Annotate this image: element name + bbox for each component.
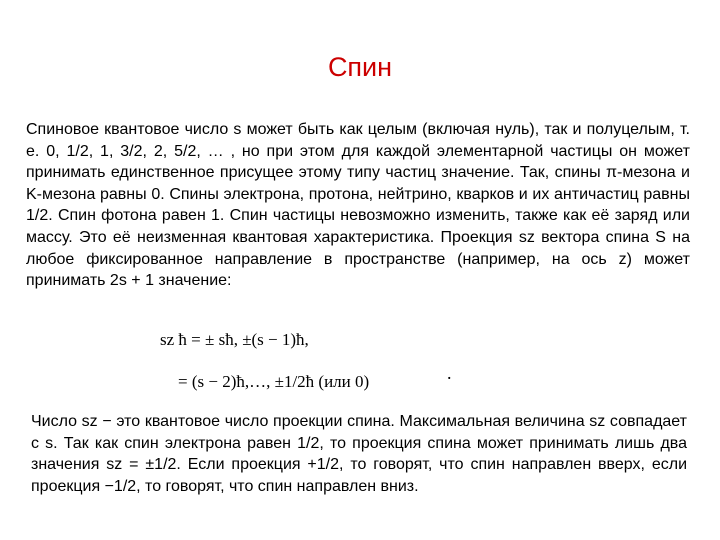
formula-line-1: sz ħ = ± sħ, ±(s − 1)ħ, [160, 330, 309, 349]
formula-line-2: = (s − 2)ħ,…, ±1/2ħ (или 0) [178, 372, 370, 391]
paragraph-spin-projection: Число sz − это квантовое число проекции спина. Максимальная величина sz совпадает с s. Так как спин электрона равен 1/2, то проекция спина может принимать лишь два значения sz = ±1/2. Если проекция +1/2, то говорят, что спин направлен вверх, если проекция −1/2, то говорят, что спин направлен вниз. [31, 413, 687, 495]
slide-title [0, 52, 720, 83]
slide-title-text: Спин [327, 52, 393, 82]
paragraph-spin-definition: Спиновое квантовое число s может быть как целым (включая нуль), так и полуцелым, т. е. 0, 1/2, 1, 3/2, 2, 5/2, … , но при этом для каждой элементарной частицы он может принимать единственное присущее этому типу частиц значение. Так, спины π-мезона и K-мезона равны 0. Спины электрона, протона, нейтрино, кварков и их античастиц равны 1/2. Спин фотона равен 1. Спин частицы невозможно изменить, также как её заряд или массу. Это её неизменная квантовая характеристика. Проекция sz вектора спина S на любое фиксированное направление в пространстве (например, на ось z) может принимать 2s + 1 значение: [26, 121, 690, 290]
formula-dot: . [447, 363, 452, 383]
